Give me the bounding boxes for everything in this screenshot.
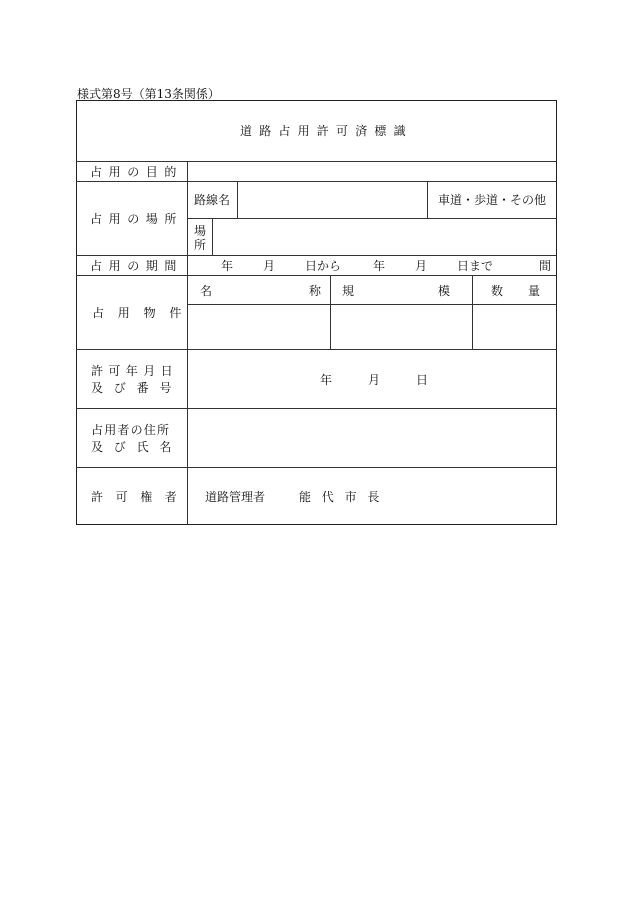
col-scale-header-1: 規 xyxy=(342,284,355,298)
route-name-label: 路線名 xyxy=(194,193,231,207)
location-label-line2: 所 xyxy=(194,238,207,252)
occupant-field[interactable] xyxy=(190,411,555,465)
row-divider xyxy=(76,161,557,162)
period-day-to: 日まで xyxy=(457,259,494,273)
location-label-line1: 場 xyxy=(194,224,207,238)
column-divider xyxy=(237,181,238,218)
location-field[interactable] xyxy=(215,221,555,253)
period-duration: 間 xyxy=(539,259,552,273)
route-name-field[interactable] xyxy=(240,184,425,216)
authority-name: 能代市長 xyxy=(299,490,391,504)
label-column-divider xyxy=(187,161,188,525)
column-divider xyxy=(330,275,331,349)
objects-label: 占用物件 xyxy=(92,306,196,320)
row-divider xyxy=(76,467,557,468)
permit-date-label-line1: 許可年月日 xyxy=(91,364,179,378)
row-divider xyxy=(76,181,557,182)
permit-month: 月 xyxy=(368,373,381,387)
row-divider xyxy=(76,349,557,350)
form-title: 道路占用許可済標識 xyxy=(240,124,413,138)
purpose-label: 占用の目的 xyxy=(90,165,184,179)
column-divider xyxy=(212,218,213,255)
form-number-label: 様式第8号（第13条関係） xyxy=(77,87,220,101)
col-qty-header-1: 数 xyxy=(491,284,504,298)
col-name-header-2: 称 xyxy=(309,284,322,298)
col-scale-header-2: 模 xyxy=(438,284,451,298)
row-divider xyxy=(187,304,557,305)
permit-day: 日 xyxy=(416,373,429,387)
road-type-label: 車道・歩道・その他 xyxy=(438,193,547,207)
col-qty-header-2: 量 xyxy=(528,284,541,298)
place-label: 占用の場所 xyxy=(90,212,184,226)
row-divider xyxy=(76,275,557,276)
period-day-from: 日から xyxy=(305,259,342,273)
purpose-field[interactable] xyxy=(190,163,555,179)
object-scale-field[interactable] xyxy=(333,307,470,347)
column-divider xyxy=(427,181,428,218)
period-year-from: 年 xyxy=(221,259,234,273)
authority-role: 道路管理者 xyxy=(205,490,266,504)
object-quantity-field[interactable] xyxy=(475,307,555,347)
occupant-label-line1: 占用者の住所 xyxy=(91,423,171,437)
col-name-header-1: 名 xyxy=(200,284,213,298)
period-year-to: 年 xyxy=(373,259,386,273)
period-month-to: 月 xyxy=(415,259,428,273)
period-month-from: 月 xyxy=(263,259,276,273)
row-divider xyxy=(76,255,557,256)
row-divider xyxy=(187,218,557,219)
permit-year: 年 xyxy=(320,373,333,387)
object-name-field[interactable] xyxy=(190,307,328,347)
authority-label: 許可権者 xyxy=(91,490,190,504)
period-label: 占用の期間 xyxy=(90,259,184,273)
occupant-label-line2: 及び氏名 xyxy=(91,440,183,454)
column-divider xyxy=(472,275,473,349)
permit-date-label-line2: 及び番号 xyxy=(91,381,183,395)
row-divider xyxy=(76,408,557,409)
